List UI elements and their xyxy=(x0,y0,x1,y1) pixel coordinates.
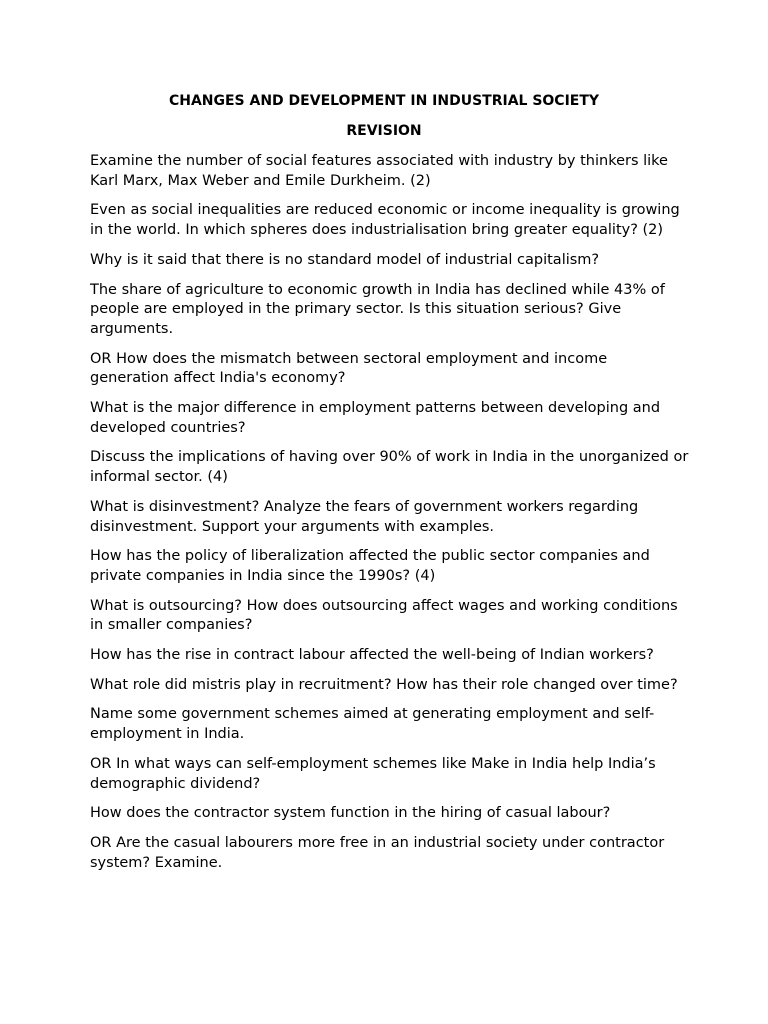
question-item: Name some government schemes aimed at generating employment and self-employment in India. xyxy=(90,706,655,743)
question-item: OR Are the casual labourers more free in an industrial society under contractor system? Examine. xyxy=(90,834,665,871)
question-list xyxy=(90,152,690,883)
document-title: CHANGES AND DEVELOPMENT IN INDUSTRIAL SOCIETY xyxy=(168,93,600,109)
question-item: How has the policy of liberalization affected the public sector companies and private companies in India since the 1990s? (4) xyxy=(90,548,650,584)
question-item: Discuss the implications of having over 90% of work in India in the unorganized or informal sector. (4) xyxy=(90,449,689,486)
question-item: What is disinvestment? Analyze the fears of government workers regarding disinvestment. Support your arguments with examples. xyxy=(90,498,639,535)
question-item: OR In what ways can self-employment schemes like Make in India help India’s demographic dividend? xyxy=(90,755,656,792)
question-item: Why is it said that there is no standard model of industrial capitalism? xyxy=(90,251,600,268)
question-item: How does the contractor system function in the hiring of casual labour? xyxy=(90,805,611,822)
question-item: What role did mistris play in recruitment? How has their role changed over time? xyxy=(90,676,678,693)
question-item: How has the rise in contract labour affected the well-being of Indian workers? xyxy=(90,647,654,664)
question-item: Even as social inequalities are reduced economic or income inequality is growing in the world. In which spheres does industrialisation bring greater equality? (2) xyxy=(90,202,680,239)
question-item: The share of agriculture to economic growth in India has declined while 43% of people are employed in the primary sector. Is this situation serious? Give arguments. xyxy=(90,281,665,337)
question-item: What is the major difference in employment patterns between developing and developed countries? xyxy=(90,400,661,436)
question-item: What is outsourcing? How does outsourcing affect wages and working conditions in smaller companies? xyxy=(90,597,678,634)
question-item: Examine the number of social features associated with industry by thinkers like Karl Marx, Max Weber and Emile Durkheim. (2) xyxy=(90,153,668,189)
document-subtitle: REVISION xyxy=(346,123,422,139)
question-item: OR How does the mismatch between sectoral employment and income generation affect India's economy? xyxy=(90,350,608,387)
